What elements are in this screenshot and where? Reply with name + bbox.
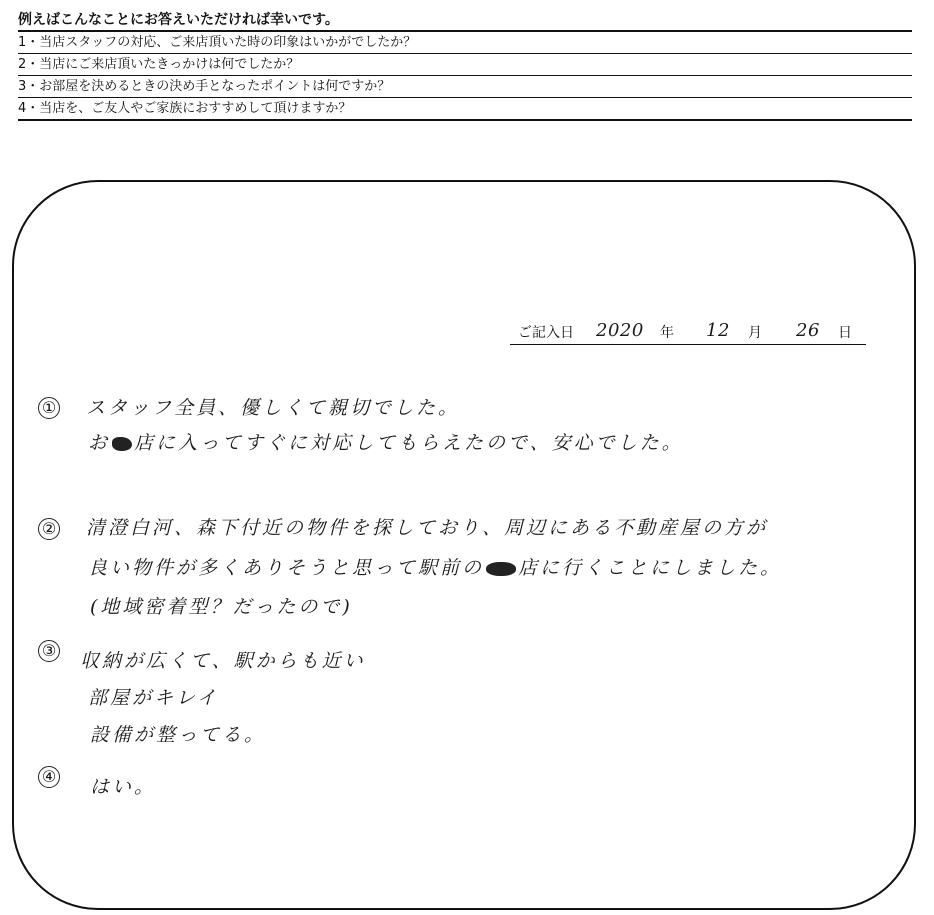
answer-number-2: ② <box>38 518 60 540</box>
answer-1-line-2 <box>88 428 684 455</box>
answer-1-line-2-prefix: お <box>88 432 111 454</box>
answer-4-line-1: はい。 <box>90 776 157 798</box>
header-title: 例えばこんなことにお答えいただければ幸いです。 <box>18 12 912 32</box>
question-4: 4・当店を、ご友人やご家族におすすめして頂けますか？ <box>18 98 912 121</box>
answer-number-1: ① <box>38 397 60 419</box>
entry-date-row <box>510 318 866 345</box>
answer-1-line-2-text: 店に入ってすぐに対応してもらえたので、安心でした。 <box>134 432 684 454</box>
crossed-out-mark <box>486 562 516 576</box>
date-day-unit: 日 <box>838 325 852 341</box>
question-2: 2・当店にご来店頂いたきっかけは何でしたか？ <box>18 54 912 76</box>
answer-number-3: ③ <box>38 640 60 662</box>
answer-2-line-3: (地域密着型？だったので) <box>90 596 353 618</box>
answer-3-line-2: 部屋がキレイ <box>88 687 219 709</box>
answer-number-4: ④ <box>38 766 60 788</box>
question-1: 1・当店スタッフの対応、ご来店頂いた時の印象はいかがでしたか？ <box>18 32 912 54</box>
date-month: 12 <box>706 320 730 341</box>
date-month-unit: 月 <box>748 325 762 341</box>
answer-2-line-2-text: 店に行くことにしました。 <box>518 557 783 579</box>
answer-3-line-1: 収納が広くて、駅からも近い <box>80 650 366 672</box>
answer-card <box>12 180 916 910</box>
answer-2-line-2 <box>88 553 782 580</box>
question-3: 3・お部屋を決めるときの決め手となったポイントは何ですか？ <box>18 76 912 98</box>
date-year-unit: 年 <box>660 325 674 341</box>
answer-1-line-1: スタッフ全員、優しくて親切でした。 <box>86 397 461 419</box>
answer-2-line-2-prefix: 良い物件が多くありそうと思って駅前の <box>88 557 485 579</box>
crossed-out-mark <box>112 437 132 451</box>
question-header <box>18 12 912 121</box>
answer-2-line-1: 清澄白河、森下付近の物件を探しており、周辺にある不動産屋の方が <box>86 517 769 539</box>
date-year: 2020 <box>596 320 644 341</box>
date-day: 26 <box>796 320 820 341</box>
answer-3-line-3: 設備が整ってる。 <box>90 724 267 746</box>
date-label: ご記入日 <box>518 325 574 341</box>
